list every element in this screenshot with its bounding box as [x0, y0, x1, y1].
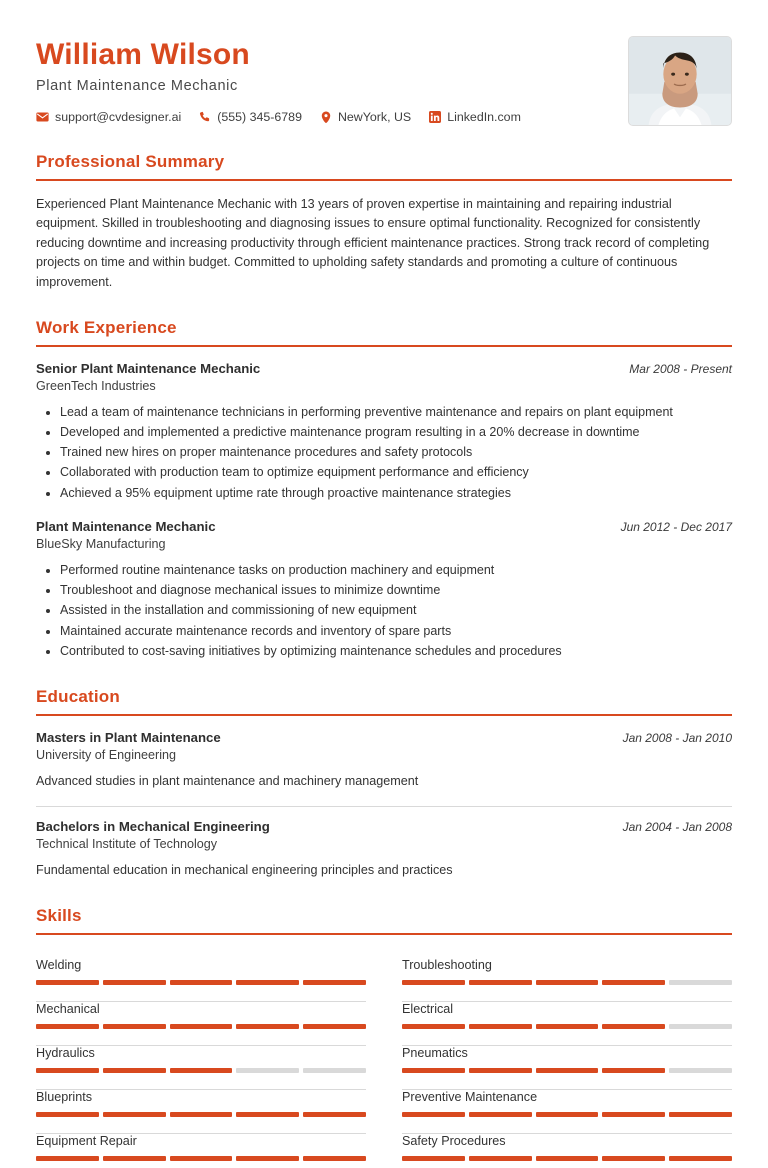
contact-linkedin[interactable] — [429, 110, 521, 124]
skill-level-segment — [469, 980, 532, 985]
email-icon — [36, 112, 49, 122]
skill-level-segment — [669, 1024, 732, 1029]
skill-level-segment — [103, 1068, 166, 1073]
skill-level-segment — [536, 1024, 599, 1029]
contact-email[interactable] — [36, 110, 181, 124]
skill-level-segment — [536, 980, 599, 985]
education-entry-head — [36, 819, 732, 834]
skill-item — [402, 1036, 732, 1080]
skill-level-segment — [303, 1156, 366, 1161]
phone-icon — [199, 111, 211, 123]
skill-level-segment — [170, 1156, 233, 1161]
experience-entry-head — [36, 519, 732, 534]
contact-location[interactable] — [320, 110, 411, 124]
skill-level-segment — [36, 1024, 99, 1029]
section-title-summary: Professional Summary — [36, 152, 225, 171]
skill-item — [36, 1124, 366, 1168]
skill-level-segment — [402, 1068, 465, 1073]
skill-level-segment — [236, 1024, 299, 1029]
skill-level-segment — [669, 1068, 732, 1073]
section-rule — [36, 933, 732, 935]
skill-item — [36, 949, 366, 992]
list-item: • Trained new hires on proper maintenance procedures and safety protocols — [60, 442, 732, 462]
skill-level-segment — [170, 1024, 233, 1029]
skill-level-segment — [402, 1112, 465, 1117]
skill-level-segment — [402, 1024, 465, 1029]
skill-level-segment — [36, 1156, 99, 1161]
contact-phone[interactable] — [199, 110, 302, 124]
contact-phone-text: (555) 345-6789 — [217, 110, 302, 124]
section-title-education: Education — [36, 687, 120, 707]
skill-level-segment — [602, 1156, 665, 1161]
skill-level-segment — [669, 980, 732, 985]
skill-level-bar — [36, 1068, 366, 1073]
education-school: Technical Institute of Technology — [36, 837, 218, 852]
experience-role: Senior Plant Maintenance Mechanic — [36, 360, 261, 376]
resume-header — [36, 34, 732, 126]
skill-level-segment — [103, 980, 166, 985]
skill-level-segment — [36, 1112, 99, 1117]
skill-item — [402, 949, 732, 992]
contact-row — [36, 110, 628, 124]
skill-level-segment — [303, 1068, 366, 1073]
skill-item — [36, 992, 366, 1036]
header-left — [36, 34, 628, 124]
skill-level-segment — [402, 980, 465, 985]
skill-level-segment — [36, 1068, 99, 1073]
education-date: Jan 2008 - Jan 2010 — [622, 730, 732, 745]
skill-name: Preventive Maintenance — [402, 1089, 538, 1104]
summary-text: Experienced Plant Maintenance Mechanic with 13 years of proven expertise in maintaining and repairing industrial equipment. Skilled in troubleshooting and diagnosing issues to ensure optimal functionality. Recognized for consistently reducing downtime and increasing productivity through efficient maintenance practices. Strong track record of completing projects on time and within budget. Committed to upholding safety standards and promoting a culture of continuous improvement. — [36, 196, 710, 289]
list-item: • Lead a team of maintenance technicians in performing preventive maintenance and repairs on plant equipment — [60, 402, 732, 422]
skill-level-segment — [103, 1024, 166, 1029]
job-title: Plant Maintenance Mechanic — [36, 78, 238, 94]
skill-name: Hydraulics — [36, 1045, 95, 1060]
skill-name: Mechanical — [36, 1001, 100, 1016]
skill-level-segment — [103, 1156, 166, 1161]
experience-bullets — [36, 402, 732, 503]
skill-level-segment — [602, 1068, 665, 1073]
divider — [36, 806, 732, 807]
skill-level-segment — [303, 980, 366, 985]
list-item: • Developed and implemented a predictive maintenance program resulting in a 20% decrease in downtime — [60, 422, 732, 442]
skill-name: Safety Procedures — [402, 1133, 506, 1148]
skill-level-segment — [602, 980, 665, 985]
skill-item — [402, 1080, 732, 1124]
skill-name: Electrical — [402, 1001, 454, 1016]
skill-level-bar — [36, 980, 366, 985]
skill-level-segment — [303, 1112, 366, 1117]
skill-level-segment — [469, 1156, 532, 1161]
skill-level-segment — [536, 1068, 599, 1073]
section-title-experience: Work Experience — [36, 318, 177, 338]
skill-level-segment — [536, 1112, 599, 1117]
skill-item — [402, 992, 732, 1036]
skill-level-segment — [236, 980, 299, 985]
skill-name: Troubleshooting — [402, 957, 492, 972]
education-degree: Masters in Plant Maintenance — [36, 729, 221, 745]
list-item: • Performed routine maintenance tasks on production machinery and equipment — [60, 560, 732, 580]
skill-level-segment — [236, 1068, 299, 1073]
skill-name: Welding — [36, 957, 82, 972]
skill-level-bar — [402, 1156, 732, 1161]
skill-level-segment — [170, 1112, 233, 1117]
skill-name: Pneumatics — [402, 1045, 468, 1060]
skill-name: Equipment Repair — [36, 1133, 137, 1148]
education-description: Advanced studies in plant maintenance and machinery management — [36, 773, 419, 788]
skill-level-segment — [36, 980, 99, 985]
experience-role: Plant Maintenance Mechanic — [36, 518, 216, 534]
education-degree: Bachelors in Mechanical Engineering — [36, 819, 270, 835]
experience-date: Mar 2008 - Present — [629, 361, 732, 376]
experience-entry-head — [36, 361, 732, 376]
skill-level-bar — [402, 1024, 732, 1029]
skill-level-segment — [170, 1068, 233, 1073]
skill-level-segment — [469, 1024, 532, 1029]
skill-level-segment — [236, 1112, 299, 1117]
skill-level-segment — [469, 1112, 532, 1117]
location-icon — [320, 111, 332, 124]
education-description: Fundamental education in mechanical engineering principles and practices — [36, 863, 453, 878]
contact-location-text: NewYork, US — [337, 110, 412, 124]
skill-level-segment — [469, 1068, 532, 1073]
list-item: • Troubleshoot and diagnose mechanical issues to minimize downtime — [60, 580, 732, 600]
skill-level-segment — [402, 1156, 465, 1161]
section-work-experience — [36, 318, 732, 661]
section-rule — [36, 714, 732, 716]
skill-level-segment — [103, 1112, 166, 1117]
skill-level-segment — [602, 1112, 665, 1117]
list-item: • Maintained accurate maintenance records and inventory of spare parts — [60, 621, 732, 641]
education-entry — [36, 819, 732, 880]
contact-linkedin-text: LinkedIn.com — [447, 110, 521, 124]
skill-item — [36, 1036, 366, 1080]
skill-level-bar — [36, 1156, 366, 1161]
skill-level-segment — [669, 1156, 732, 1161]
skill-level-segment — [602, 1024, 665, 1029]
page-title: William Wilson — [36, 38, 250, 71]
experience-entry — [36, 519, 732, 661]
experience-org: GreenTech Industries — [36, 378, 156, 393]
experience-bullets — [36, 560, 732, 661]
skill-name: Blueprints — [36, 1089, 93, 1104]
list-item: • Collaborated with production team to optimize equipment performance and efficiency — [60, 462, 732, 482]
list-item: • Achieved a 95% equipment uptime rate through proactive maintenance strategies — [60, 483, 732, 503]
linkedin-icon — [429, 111, 441, 123]
skill-level-bar — [402, 980, 732, 985]
skill-level-bar — [402, 1112, 732, 1117]
skill-item — [36, 1080, 366, 1124]
education-entry-head — [36, 730, 732, 745]
skill-item — [402, 1124, 732, 1168]
experience-org: BlueSky Manufacturing — [36, 536, 166, 551]
section-education — [36, 687, 732, 880]
section-professional-summary — [36, 152, 732, 292]
experience-date: Jun 2012 - Dec 2017 — [620, 519, 732, 534]
section-rule — [36, 345, 732, 347]
section-rule — [36, 179, 732, 181]
education-entry — [36, 730, 732, 791]
skill-level-bar — [36, 1112, 366, 1117]
contact-email-text: support@cvdesigner.ai — [55, 110, 182, 124]
skill-level-bar — [36, 1024, 366, 1029]
section-title-skills: Skills — [36, 906, 82, 926]
skill-level-segment — [669, 1112, 732, 1117]
list-item: • Contributed to cost-saving initiatives by optimizing maintenance schedules and procedures — [60, 641, 732, 661]
education-school: University of Engineering — [36, 747, 177, 762]
avatar — [628, 36, 732, 126]
education-date: Jan 2004 - Jan 2008 — [622, 820, 732, 835]
skill-level-segment — [170, 980, 233, 985]
skill-level-segment — [303, 1024, 366, 1029]
experience-entry — [36, 361, 732, 503]
skill-level-segment — [536, 1156, 599, 1161]
skill-level-bar — [402, 1068, 732, 1073]
list-item: • Assisted in the installation and commissioning of new equipment — [60, 600, 732, 620]
section-skills — [36, 906, 732, 1168]
skills-grid — [36, 949, 732, 1168]
skill-level-segment — [236, 1156, 299, 1161]
